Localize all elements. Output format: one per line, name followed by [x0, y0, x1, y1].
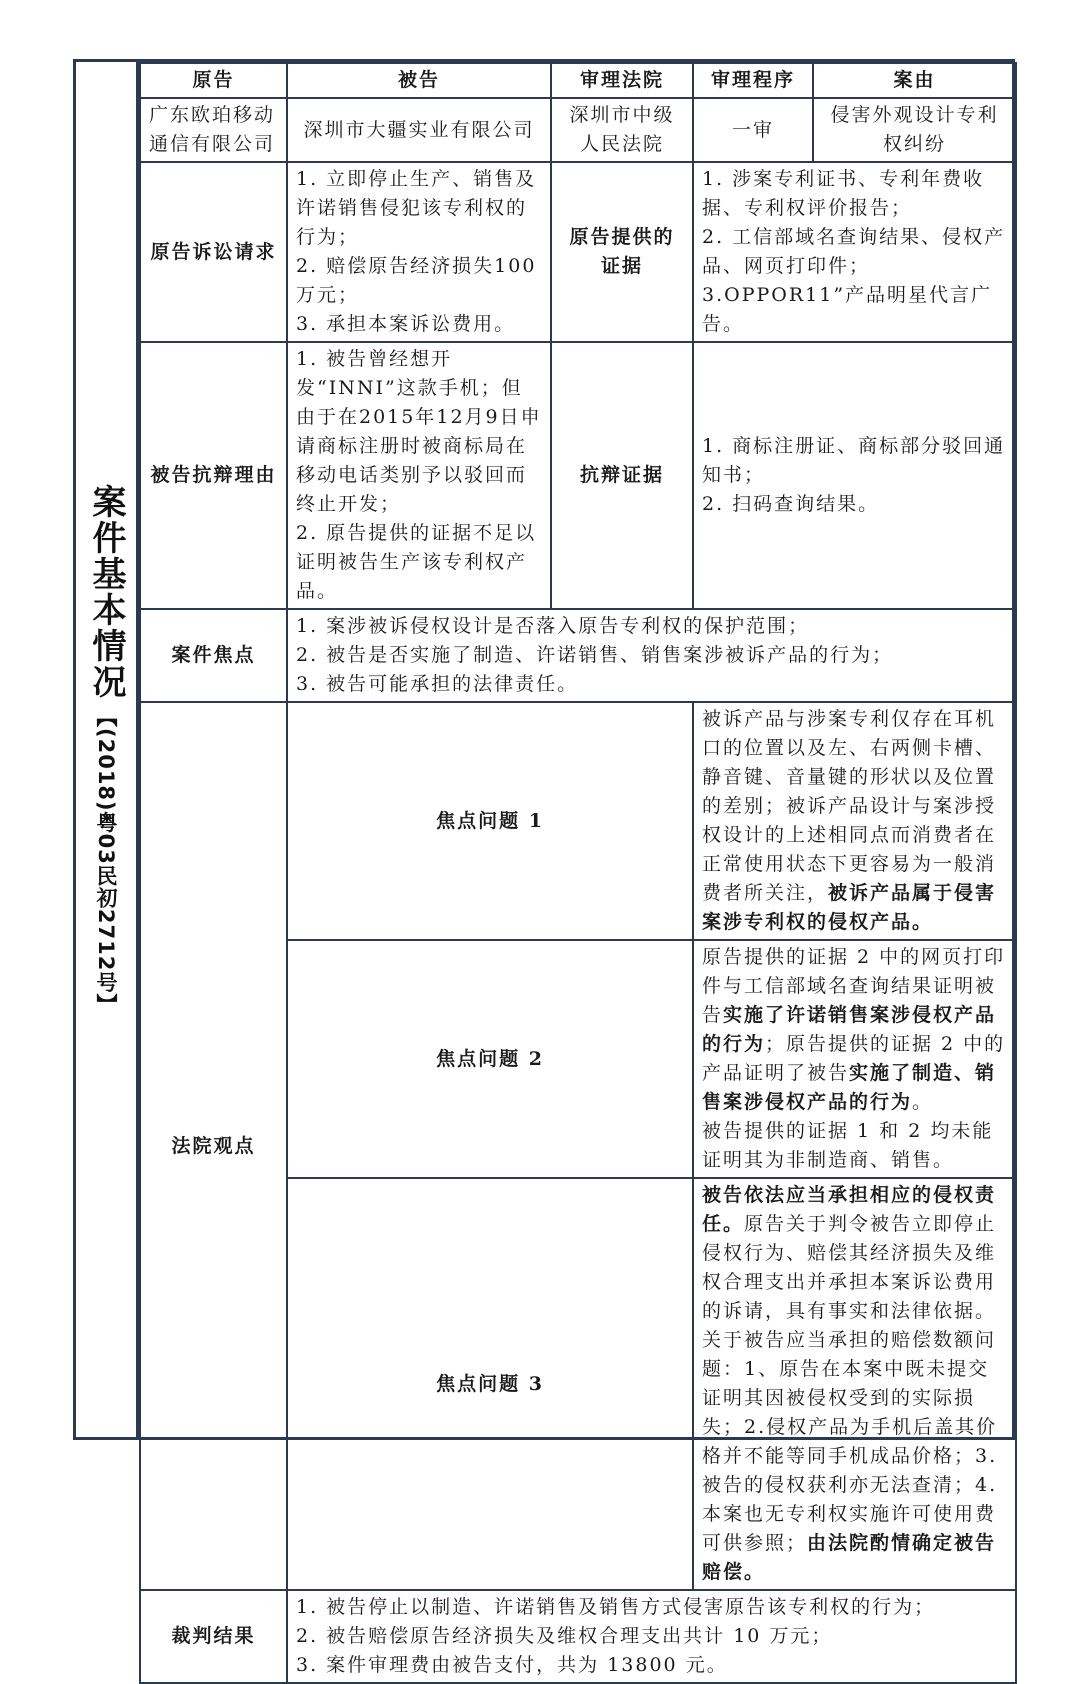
evidence-item: 2. 扫码查询结果。: [702, 493, 880, 515]
issue2-bold-b: 实施了许诺销售案涉侵权产品的行为: [702, 1004, 997, 1055]
header-plaintiff: 原告: [140, 63, 287, 98]
defense-row: [140, 342, 1016, 609]
issue2-paragraph: [702, 943, 1007, 1117]
focus-item: 1. 案涉被诉侵权设计是否落入原告专利权的保护范围；: [296, 615, 810, 637]
defense-item: 2. 原告提供的证据不足以证明被告生产该专利权产品。: [296, 522, 537, 602]
issue3-text-2: 关于被告应当承担的赔偿数额问题：1、原告在本案中既未提交证明其因被侵权受到的实际损失；2.侵权产品为手机后盖其价格并不能等同手机成品价格；3.被告的侵权获利亦无法查清；4.本案也无专利权实施许可使用费可供参照；: [702, 1329, 998, 1554]
issue1-text: 被诉产品与涉案专利仅存在耳机口的位置以及左、右两侧卡槽、静音键、音量键的形状以及位置的差别；被诉产品设计与案涉授权设计的上述相同点而消费者在正常使用状态下更容易为一般消费者所关注，: [702, 708, 997, 904]
opinion-row-1: [140, 702, 1016, 940]
plaintiff-name: 广东欧珀移动通信有限公司: [140, 98, 287, 162]
case-frame: [73, 59, 1015, 1676]
issue1-label: 焦点问题 1: [287, 702, 693, 940]
case-number: 【(2018)粤03民初2712号】: [94, 705, 118, 1016]
evidence-item: 1. 涉案专利证书、专利年费收据、专利权评价报告；: [702, 168, 985, 219]
issue3-paragraph: [702, 1181, 1007, 1326]
verdict-content: [287, 1590, 1016, 1683]
issue3-text: 原告关于判令被告立即停止侵权行为、赔偿其经济损失及维权合理支出并承担本案诉讼费用的诉请，具有事实和法律依据。: [702, 1213, 997, 1322]
procedure-value: 一审: [693, 98, 813, 162]
focus-item: 2. 被告是否实施了制造、许诺销售、销售案涉被诉产品的行为；: [296, 644, 894, 666]
issue3-content: [693, 1178, 1016, 1590]
issue2-text-e: 。: [912, 1091, 934, 1113]
defense-label: 被告抗辩理由: [140, 342, 287, 609]
opinion-label: 法院观点: [140, 702, 287, 1590]
issue1-content: [693, 702, 1016, 940]
focus-row: [140, 609, 1016, 702]
plaintiff-evidence-content: [693, 162, 1016, 342]
issue3-bold: 被告依法应当承担相应的侵权责任。: [702, 1184, 997, 1235]
evidence-item: 3.OPPOR11”产品明星代言广告。: [702, 284, 993, 335]
claim-item: 3. 承担本案诉讼费用。: [296, 313, 516, 335]
issue2-content: [693, 940, 1016, 1178]
verdict-item: 3. 案件审理费由被告支付，共为 13800 元。: [296, 1654, 728, 1676]
issue3-conclusion: 由法院酌情确定被告赔偿。: [702, 1532, 997, 1583]
focus-content: [287, 609, 1016, 702]
header-row: [140, 63, 1016, 98]
header-procedure: 审理程序: [693, 63, 813, 98]
verdict-item: 2. 被告赔偿原告经济损失及维权合理支出共计 10 万元；: [296, 1625, 833, 1647]
issue3-label: 焦点问题 3: [287, 1178, 693, 1590]
defense-evidence-label: 抗辩证据: [551, 342, 693, 609]
issue2-text-a: 原告提供的证据 2 中的网页打印件与工信部域名查询结果证明被告: [702, 946, 1006, 1026]
focus-label: 案件焦点: [140, 609, 287, 702]
verdict-label: 裁判结果: [140, 1590, 287, 1683]
evidence-item: 2. 工信部域名查询结果、侵权产品、网页打印件；: [702, 226, 1006, 277]
sidebar-title: 案件基本情况: [86, 483, 126, 700]
sidebar: [76, 62, 139, 1437]
defense-evidence-content: [693, 342, 1016, 609]
issue2-label: 焦点问题 2: [287, 940, 693, 1178]
evidence-item: 1. 商标注册证、商标部分驳回通知书；: [702, 435, 1006, 486]
court-name: 深圳市中级人民法院: [551, 98, 693, 162]
claims-label: 原告诉讼请求: [140, 162, 287, 342]
cause-value: 侵害外观设计专利权纠纷: [813, 98, 1016, 162]
defendant-name: 深圳市大疆实业有限公司: [287, 98, 551, 162]
verdict-item: 1. 被告停止以制造、许诺销售及销售方式侵害原告该专利权的行为；: [296, 1596, 936, 1618]
header-court: 审理法院: [551, 63, 693, 98]
case-table: [139, 62, 1017, 1684]
issue2-bold-d: 实施了制造、销售案涉侵权产品的行为: [702, 1062, 997, 1113]
claims-content: [287, 162, 551, 342]
issue1-conclusion: 被诉产品属于侵害案涉专利权的侵权产品。: [702, 882, 997, 933]
claims-row: [140, 162, 1016, 342]
plaintiff-evidence-label: 原告提供的证据: [551, 162, 693, 342]
claim-item: 1. 立即停止生产、销售及许诺销售侵犯该专利权的行为；: [296, 168, 537, 248]
issue2-text-c: ；原告提供的证据 2 中的产品证明了被告: [702, 1033, 1006, 1084]
defense-content: [287, 342, 551, 609]
issue3-paragraph-2: [702, 1326, 1007, 1587]
claim-item: 2. 赔偿原告经济损失100万元；: [296, 255, 537, 306]
focus-item: 3. 被告可能承担的法律责任。: [296, 673, 579, 695]
header-defendant: 被告: [287, 63, 551, 98]
case-info-row: [140, 98, 1016, 162]
header-cause: 案由: [813, 63, 1016, 98]
defense-item: 1. 被告曾经想开发“INNI”这款手机；但由于在2015年12月9日申请商标注册时被商标局在移动电话类别予以驳回而终止开发；: [296, 348, 542, 515]
issue2-paragraph-2: 被告提供的证据 1 和 2 均未能证明其为非制造商、销售。: [702, 1120, 994, 1171]
verdict-row: [140, 1590, 1016, 1683]
